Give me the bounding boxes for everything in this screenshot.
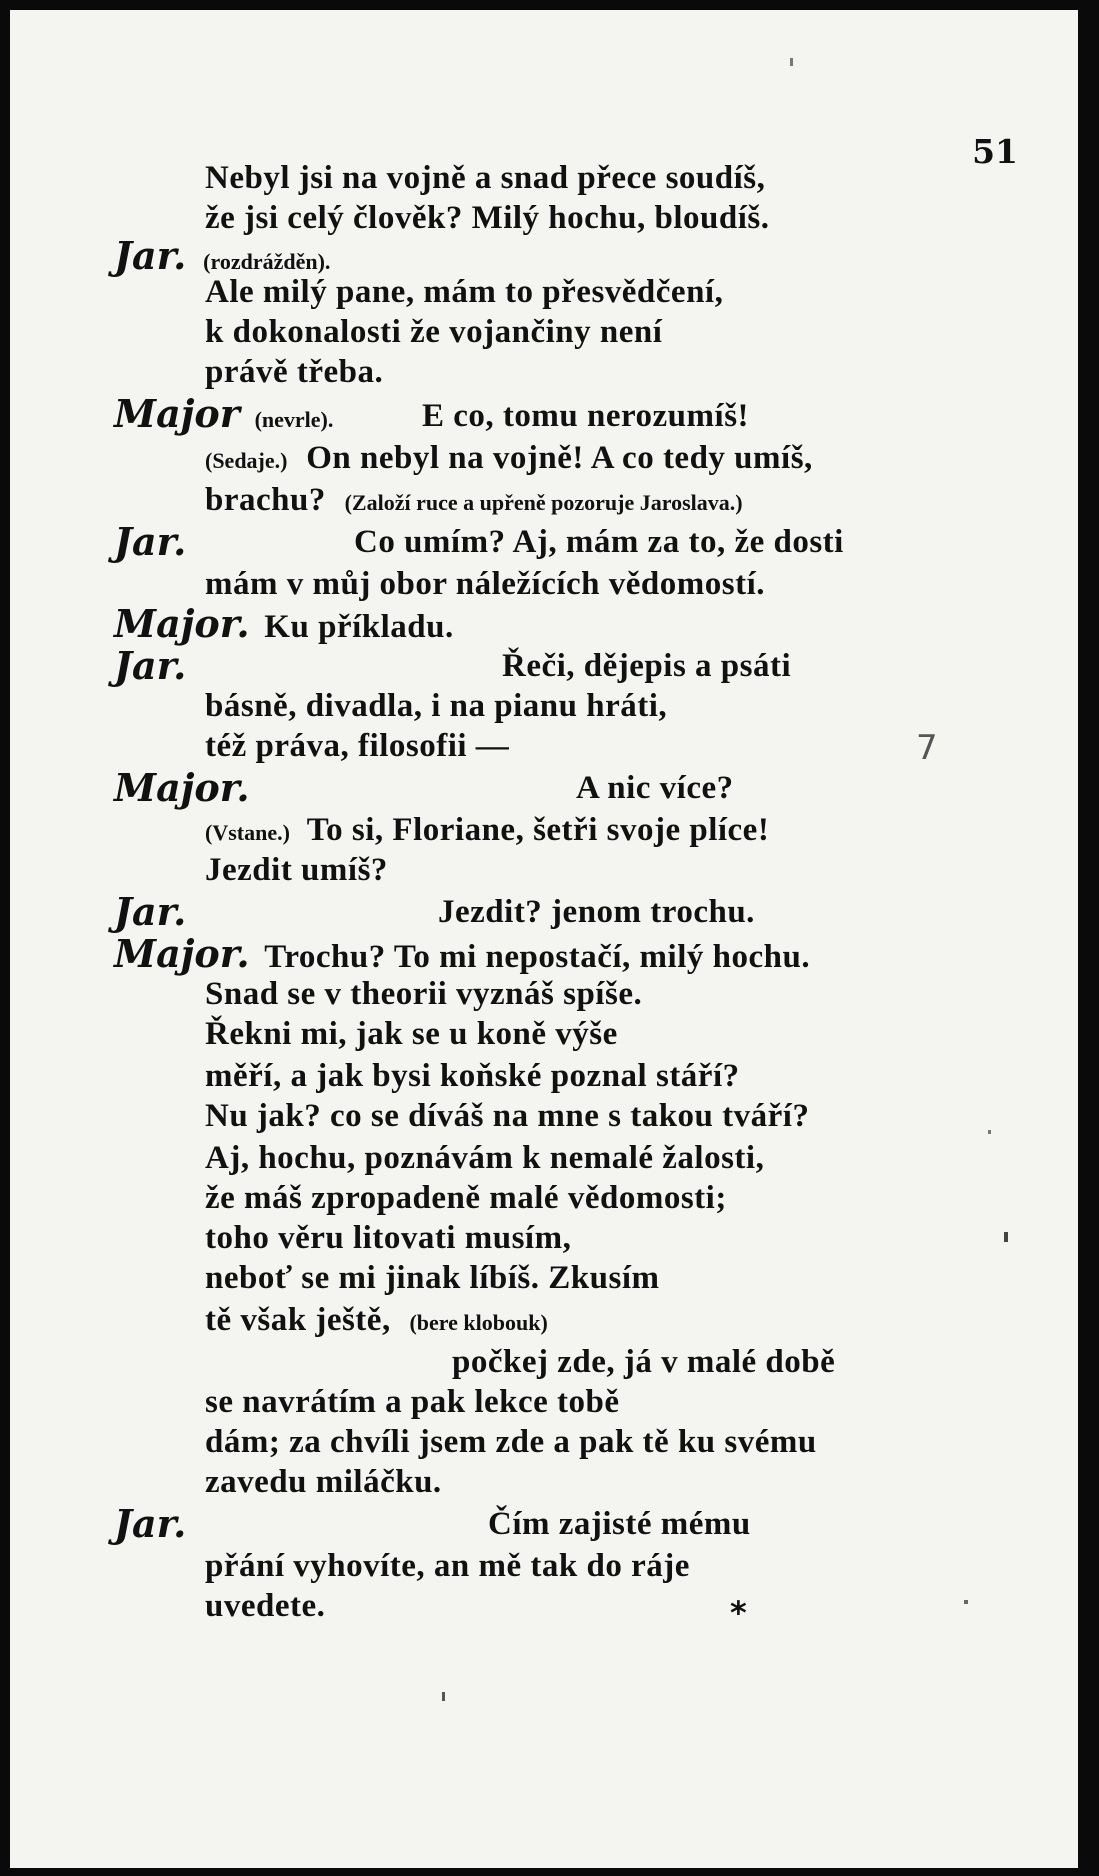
speech-heading: [114, 519, 187, 565]
verse-line: A nic více?: [576, 770, 734, 806]
speaker-name: Jar.: [114, 643, 187, 688]
speaker-name: Jar.: [114, 519, 187, 564]
verse-line: Jezdit umíš?: [205, 852, 388, 888]
verse-line: Snad se v theorii vyznáš spíše.: [205, 976, 643, 1012]
stage-direction: (rozdrážděn).: [203, 249, 331, 274]
stage-direction: (nevrle).: [254, 407, 334, 432]
verse-line: Ale milý pane, mám to přesvědčení,: [205, 274, 724, 310]
verse-line-with-direction: [205, 438, 813, 481]
stage-direction: (Vstane.): [205, 820, 290, 845]
verse-line: Co umím? Aj, mám za to, že dosti: [354, 524, 844, 560]
speech-heading: [114, 643, 187, 689]
scan-speck: [442, 1692, 445, 1701]
speaker-name: Jar.: [114, 889, 187, 934]
verse-line: zavedu miláčku.: [205, 1464, 442, 1500]
speech-heading: [114, 391, 334, 440]
verse-line-with-direction: [205, 1300, 548, 1343]
verse-text-span: On nebyl na vojně! A co tedy umíš,: [306, 440, 813, 476]
margin-mark: 7: [916, 728, 938, 768]
verse-line: neboť se mi jinak líbíš. Zkusím: [205, 1260, 660, 1296]
verse-line: Nebyl jsi na vojně a snad přece soudíš,: [205, 160, 766, 196]
verse-line: že jsi celý člověk? Milý hochu, bloudíš.: [205, 200, 770, 236]
verse-text-span: Trochu? To mi nepostačí, milý hochu.: [264, 939, 811, 975]
verse-line: E co, tomu nerozumíš!: [422, 398, 750, 434]
stage-direction: (bere klobouk): [409, 1310, 548, 1335]
verse-text-span: tě však ještě,: [205, 1302, 391, 1338]
scan-speck: [988, 1130, 991, 1134]
verse-line: k dokonalosti že vojančiny není: [205, 314, 663, 350]
speaker-name: Jar.: [114, 233, 187, 278]
verse-line: Řekni mi, jak se u koně výše: [205, 1016, 618, 1052]
verse-line: Nu jak? co se díváš na mne s takou tváří?: [205, 1098, 810, 1134]
verse-line: dám; za chvíli jsem zde a pak tě ku svému: [205, 1424, 817, 1460]
asterisk-mark: *: [730, 1594, 747, 1632]
verse-line: měří, a jak bysi koňské poznal stáří?: [205, 1058, 740, 1094]
speaker-name: Jar.: [114, 1501, 187, 1546]
verse-line: počkej zde, já v malé době: [452, 1344, 836, 1380]
speech-heading: [114, 889, 187, 935]
verse-line: uvedete.: [205, 1588, 326, 1624]
verse-text-span: brachu?: [205, 482, 326, 518]
scan-speck: [1004, 1232, 1008, 1242]
stage-direction: (Založí ruce a upřeně pozoruje Jaroslava.): [344, 490, 743, 515]
scan-speck: [790, 58, 793, 66]
verse-line: Čím zajisté mému: [488, 1506, 751, 1542]
verse-line: že máš zpropadeně malé vědomosti;: [205, 1180, 727, 1216]
verse-line: toho věru litovati musím,: [205, 1220, 572, 1256]
verse-line: se navrátím a pak lekce tobě: [205, 1384, 620, 1420]
speech-heading: [114, 601, 454, 647]
speaker-name: Major.: [114, 765, 250, 810]
scan-speck: [964, 1600, 968, 1604]
speech-heading: [114, 931, 811, 977]
verse-line: básně, divadla, i na pianu hráti,: [205, 688, 668, 724]
verse-line: Řeči, dějepis a psáti: [502, 648, 792, 684]
verse-line: právě třeba.: [205, 354, 384, 390]
verse-line: Aj, hochu, poznávám k nemalé žalosti,: [205, 1140, 765, 1176]
page-number: 51: [972, 132, 1018, 171]
verse-text-span: Ku příkladu.: [264, 609, 454, 645]
speaker-name: Major.: [114, 931, 250, 976]
speaker-name: Major.: [114, 601, 250, 646]
verse-line-with-direction: [205, 810, 769, 853]
stage-direction: (Sedaje.): [205, 448, 288, 473]
speech-heading: [114, 765, 250, 811]
verse-line-with-direction: [205, 480, 743, 523]
verse-line: mám v můj obor náležících vědomostí.: [205, 566, 766, 602]
speaker-name: Major: [114, 391, 240, 436]
verse-text-span: To si, Floriane, šetři svoje plíce!: [306, 812, 770, 848]
verse-line: též práva, filosofii —: [205, 728, 510, 764]
verse-line: přání vyhovíte, an mě tak do ráje: [205, 1548, 690, 1584]
book-page: [10, 10, 1078, 1868]
speech-heading: [114, 1501, 187, 1547]
verse-line: Jezdit? jenom trochu.: [438, 894, 755, 930]
